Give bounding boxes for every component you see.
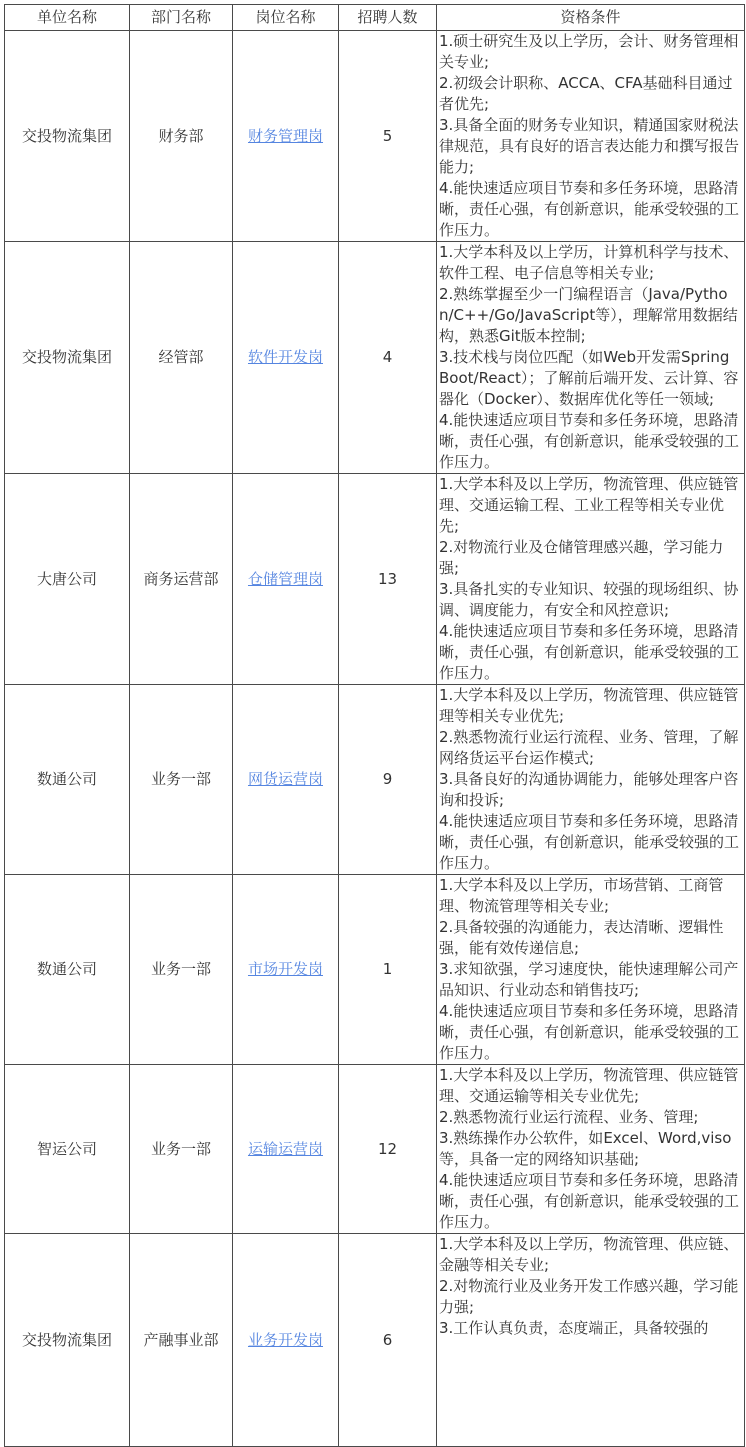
requirement-item: 2.熟悉物流行业运行流程、业务、管理; — [439, 1108, 699, 1126]
requirement-item: 3.熟练操作办公软件，如Excel、Word,viso等，具备一定的网络知识基础; — [439, 1129, 732, 1168]
requirement-item: 1.大学本科及以上学历，物流管理、供应链、金融等相关专业; — [439, 1235, 739, 1274]
headcount-cell: 12 — [339, 1065, 437, 1234]
requirement-item: 1.大学本科及以上学历，市场营销、工商管理、物流管理等相关专业; — [439, 876, 724, 915]
requirement-item: 3.求知欲强，学习速度快，能快速理解公司产品知识、行业动态和销售技巧; — [439, 960, 739, 999]
requirement-item: 3.具备全面的财务专业知识，精通国家财税法律规范，具有良好的语言表达能力和撰写报告能力; — [439, 116, 740, 176]
requirements-cell — [437, 1065, 745, 1234]
unit-cell: 交投物流集团 — [5, 31, 130, 242]
table-header — [5, 5, 745, 31]
table-row — [5, 31, 745, 242]
table-row — [5, 875, 745, 1065]
position-cell — [233, 242, 339, 474]
table-row — [5, 1234, 745, 1447]
position-link[interactable]: 业务开发岗 — [247, 1330, 323, 1349]
table-row — [5, 685, 745, 875]
requirements-cell — [437, 474, 745, 685]
unit-cell: 数通公司 — [5, 685, 130, 875]
requirement-item: 4.能快速适应项目节奏和多任务环境，思路清晰，责任心强，有创新意识，能承受较强的工作压力。 — [439, 1002, 740, 1062]
column-header: 资格条件 — [437, 5, 745, 31]
requirement-item: 2.对物流行业及仓储管理感兴趣，学习能力强; — [439, 538, 724, 577]
requirement-item: 2.初级会计职称、ACCA、CFA基础科目通过者优先; — [439, 74, 733, 113]
requirements-cell — [437, 1234, 745, 1447]
column-header: 招聘人数 — [339, 5, 437, 31]
requirement-item: 2.具备较强的沟通能力，表达清晰、逻辑性强，能有效传递信息; — [439, 918, 724, 957]
requirements-cell — [437, 242, 745, 474]
unit-cell: 数通公司 — [5, 875, 130, 1065]
unit-cell: 大唐公司 — [5, 474, 130, 685]
unit-cell: 智运公司 — [5, 1065, 130, 1234]
requirement-item: 4.能快速适应项目节奏和多任务环境，思路清晰，责任心强，有创新意识，能承受较强的工作压力。 — [439, 812, 740, 872]
department-cell: 财务部 — [130, 31, 233, 242]
position-cell — [233, 1234, 339, 1447]
table-row — [5, 474, 745, 685]
department-cell: 商务运营部 — [130, 474, 233, 685]
table-row — [5, 1065, 745, 1234]
position-link[interactable]: 运输运营岗 — [247, 1139, 323, 1158]
requirement-item: 3.技术栈与岗位匹配（如Web开发需Spring Boot/React）；了解前后端开发、云计算、容器化（Docker）、数据库优化等任一领域; — [439, 348, 739, 408]
requirement-item: 1.大学本科及以上学历，物流管理、供应链管理、交通运输工程、工业工程等相关专业优先; — [439, 475, 739, 535]
column-header: 部门名称 — [130, 5, 233, 31]
unit-cell: 交投物流集团 — [5, 1234, 130, 1447]
position-link[interactable]: 财务管理岗 — [247, 126, 323, 145]
column-header: 单位名称 — [5, 5, 130, 31]
column-header: 岗位名称 — [233, 5, 339, 31]
headcount-cell: 5 — [339, 31, 437, 242]
requirement-item: 4.能快速适应项目节奏和多任务环境，思路清晰，责任心强，有创新意识，能承受较强的工作压力。 — [439, 1171, 740, 1231]
position-cell — [233, 685, 339, 875]
department-cell: 业务一部 — [130, 875, 233, 1065]
department-cell: 经管部 — [130, 242, 233, 474]
position-cell — [233, 31, 339, 242]
headcount-cell: 9 — [339, 685, 437, 875]
requirement-item: 2.熟悉物流行业运行流程、业务、管理，了解网络货运平台运作模式; — [439, 728, 739, 767]
recruitment-table — [4, 4, 745, 1447]
requirements-cell — [437, 685, 745, 875]
requirement-item: 3.具备良好的沟通协调能力，能够处理客户咨询和投诉; — [439, 770, 739, 809]
requirement-item: 4.能快速适应项目节奏和多任务环境，思路清晰，责任心强，有创新意识，能承受较强的工作压力。 — [439, 411, 740, 471]
headcount-cell: 4 — [339, 242, 437, 474]
position-cell — [233, 1065, 339, 1234]
department-cell: 业务一部 — [130, 1065, 233, 1234]
requirement-item: 2.对物流行业及业务开发工作感兴趣，学习能力强; — [439, 1277, 739, 1316]
department-cell: 业务一部 — [130, 685, 233, 875]
header-row — [5, 5, 745, 31]
requirement-item: 2.熟练掌握至少一门编程语言（Java/Python/C++/Go/JavaScript等），理解常用数据结构，熟悉Git版本控制; — [439, 285, 738, 345]
table-row — [5, 242, 745, 474]
requirement-item: 1.大学本科及以上学历，物流管理、供应链管理、交通运输等相关专业优先; — [439, 1066, 739, 1105]
requirements-cell — [437, 31, 745, 242]
headcount-cell: 6 — [339, 1234, 437, 1447]
position-link[interactable]: 网货运营岗 — [247, 770, 323, 788]
headcount-cell: 13 — [339, 474, 437, 685]
unit-cell: 交投物流集团 — [5, 242, 130, 474]
position-cell — [233, 875, 339, 1065]
requirement-item: 3.工作认真负责，态度端正，具备较强的 — [439, 1319, 709, 1337]
department-cell: 产融事业部 — [130, 1234, 233, 1447]
position-link[interactable]: 市场开发岗 — [247, 960, 323, 978]
requirement-item: 1.硕士研究生及以上学历，会计、财务管理相关专业; — [439, 32, 739, 71]
requirements-cell — [437, 875, 745, 1065]
requirement-item: 4.能快速适应项目节奏和多任务环境，思路清晰，责任心强，有创新意识，能承受较强的工作压力。 — [439, 179, 740, 239]
requirement-item: 4.能快速适应项目节奏和多任务环境，思路清晰，责任心强，有创新意识，能承受较强的工作压力。 — [439, 622, 740, 682]
position-link[interactable]: 仓储管理岗 — [247, 569, 323, 588]
requirement-item: 1.大学本科及以上学历，物流管理、供应链管理等相关专业优先; — [439, 686, 739, 725]
requirement-item: 1.大学本科及以上学历，计算机科学与技术、软件工程、电子信息等相关专业; — [439, 243, 739, 282]
position-cell — [233, 474, 339, 685]
table-body — [5, 31, 745, 1447]
position-link[interactable]: 软件开发岗 — [247, 348, 323, 366]
headcount-cell: 1 — [339, 875, 437, 1065]
requirement-item: 3.具备扎实的专业知识、较强的现场组织、协调、调度能力，有安全和风控意识; — [439, 580, 739, 619]
